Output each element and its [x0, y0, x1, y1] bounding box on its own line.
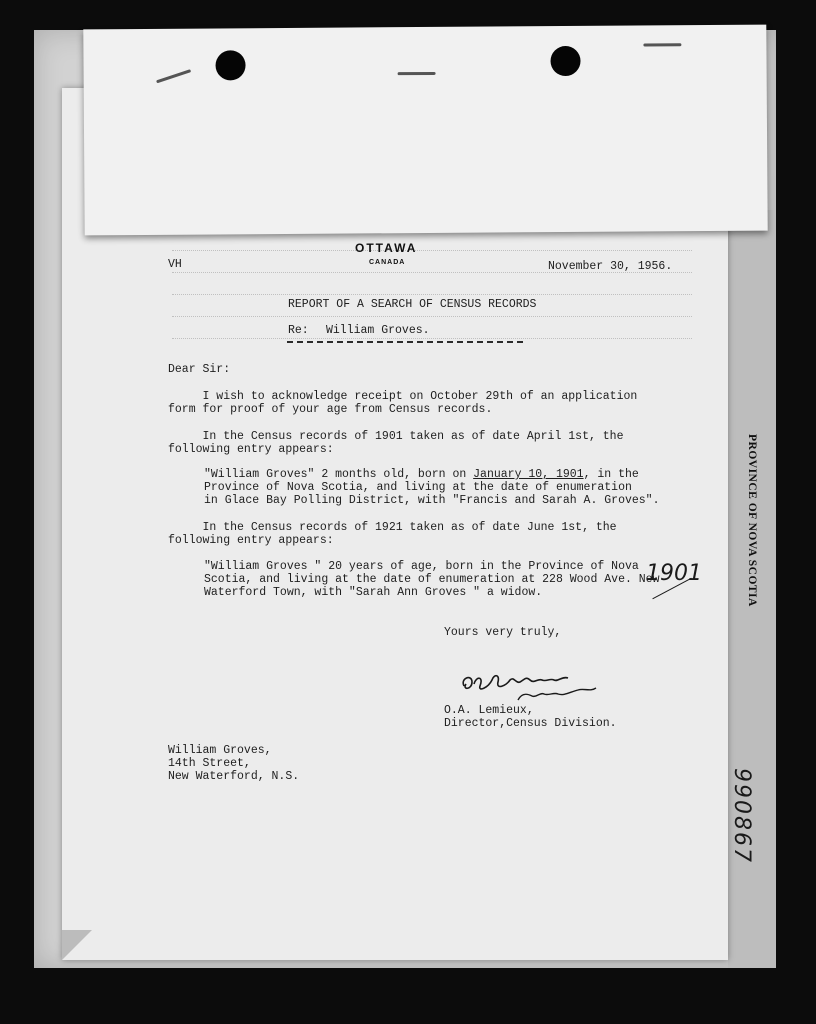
letterhead-city: OTTAWA — [355, 241, 418, 255]
recipient-address — [168, 744, 299, 783]
paragraph-1921 — [168, 521, 617, 547]
paragraph-line: following entry appears: — [168, 443, 334, 456]
re-name: William Groves. — [326, 324, 430, 337]
staple-mark — [643, 43, 681, 46]
signer-title: Director,Census Division. — [444, 717, 617, 730]
title-underline — [287, 341, 523, 343]
signer-name: O.A. Lemieux, — [444, 704, 534, 717]
entry-1921 — [204, 560, 659, 599]
signature-image — [458, 664, 608, 704]
salutation: Dear Sir: — [168, 363, 231, 376]
letterhead-country: CANADA — [369, 259, 406, 266]
letter-date: November 30, 1956. — [548, 260, 673, 273]
address-line: New Waterford, N.S. — [168, 770, 300, 783]
entry-line: Scotia, and living at the date of enumeration at 228 Wood Ave. New — [204, 573, 660, 586]
entry-line: in Glace Bay Polling District, with "Francis and Sarah A. Groves". — [204, 494, 660, 507]
punch-hole-right — [550, 46, 580, 76]
paragraph-line: In the Census records of 1901 taken as of date April 1st, the — [168, 430, 624, 443]
side-label: PROVINCE OF NOVA SCOTIA — [746, 433, 758, 607]
entry-line — [204, 468, 659, 481]
page-corner-fold — [62, 930, 92, 960]
paragraph-acknowledgement — [168, 390, 637, 416]
paragraph-line: form for proof of your age from Census records. — [168, 403, 493, 416]
paragraph-1901 — [168, 430, 623, 456]
entry-line: Province of Nova Scotia, and living at the date of enumeration — [204, 481, 632, 494]
paragraph-line: following entry appears: — [168, 534, 334, 547]
staple-mark — [156, 69, 191, 83]
report-title: REPORT OF A SEARCH OF CENSUS RECORDS — [288, 298, 537, 311]
closing: Yours very truly, — [444, 626, 562, 639]
address-line: 14th Street, — [168, 757, 251, 770]
re-label: Re: — [288, 324, 309, 337]
paragraph-line: I wish to acknowledge receipt on October 29th of an application — [168, 390, 638, 403]
punch-hole-left — [215, 50, 245, 80]
entry-line: "William Groves " 20 years of age, born in the Province of Nova — [204, 560, 639, 573]
entry-text: "William Groves" 2 months old, born on — [204, 468, 474, 481]
birth-date: January 10, 1901 — [473, 468, 584, 481]
entry-line: Waterford Town, with "Sarah Ann Groves " a widow. — [204, 586, 543, 599]
side-number: 990867 — [729, 768, 754, 864]
entry-text: , in the — [583, 468, 639, 481]
reference-code: VH — [168, 258, 182, 271]
entry-1901 — [204, 468, 659, 507]
paragraph-line: In the Census records of 1921 taken as of date June 1st, the — [168, 521, 617, 534]
handwritten-year: 1901 — [646, 561, 702, 586]
folded-top-flap — [83, 25, 767, 236]
address-line: William Groves, — [168, 744, 272, 757]
staple-mark — [398, 72, 436, 75]
